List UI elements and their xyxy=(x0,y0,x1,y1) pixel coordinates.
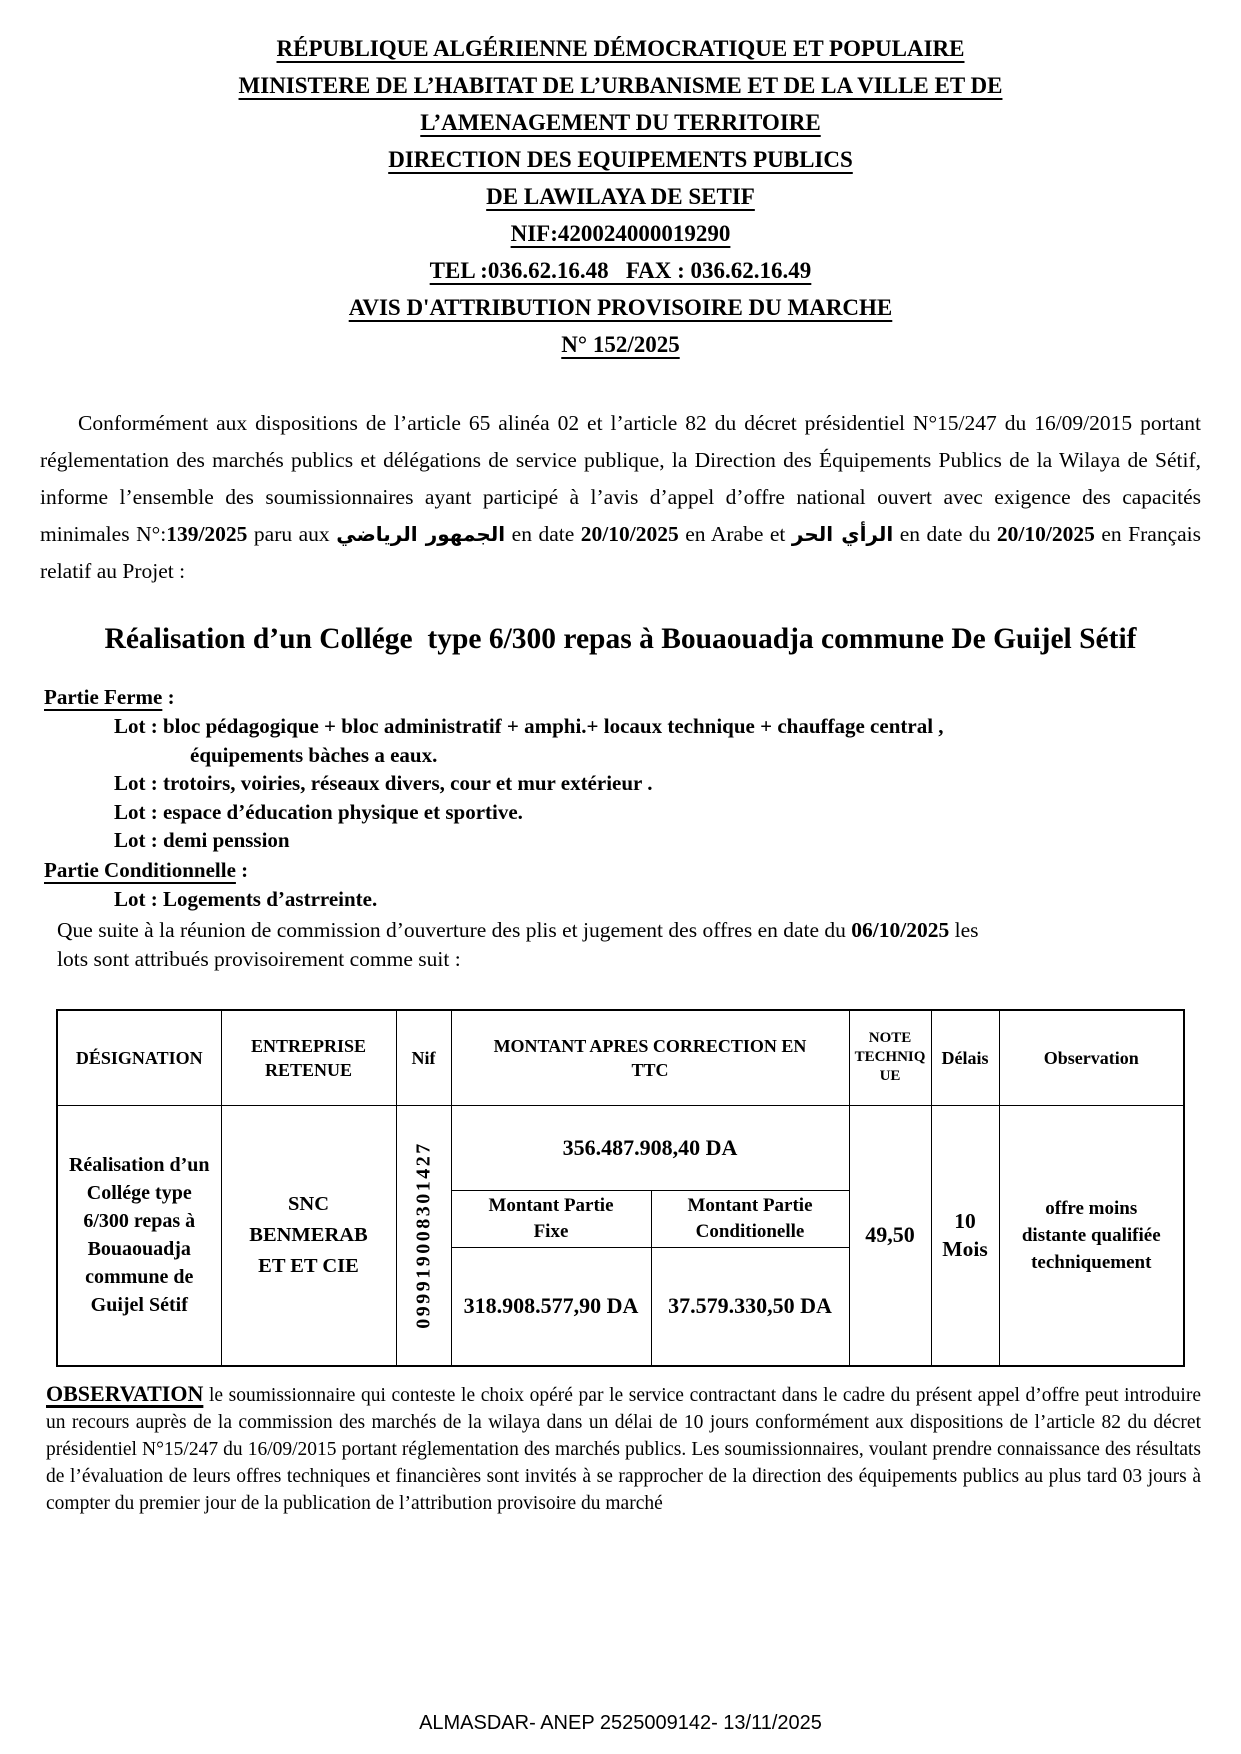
avis-number-line xyxy=(40,326,1201,363)
intro-segment-1: Conformément aux dispositions de l’article 65 alinéa 02 et l’article 82 du décret présidentiel N°15/247 du 16/09/2015 portant réglementation des marchés publics et délégations de service publique, la Direction des Équipements Publics de la Wilaya de Sétif, informe l’ensemble des soumissionnaires ayant participé à l’avis d’appel d’offre national ouvert avec exigence des capacités minimales N°: xyxy=(40,411,1201,546)
montant-fixe-label-text: Montant Partie Fixe xyxy=(488,1194,614,1242)
montant-fixe-value-cell: 318.908.577,90 DA xyxy=(451,1247,651,1366)
designation-header-cell: DÉSIGNATION xyxy=(57,1010,221,1105)
nif-value-cell xyxy=(396,1105,451,1366)
anep-footer: ALMASDAR- ANEP 2525009142- 13/11/2025 xyxy=(419,1712,822,1734)
tel-fax-text: TEL :036.62.16.48 FAX : 036.62.16.49 xyxy=(429,258,812,283)
note-technique-value-cell: 49,50 xyxy=(849,1105,931,1366)
ministry-line-2 xyxy=(40,104,1201,141)
entreprise-header-text: ENTREPRISE RETENUE xyxy=(250,1035,367,1080)
delais-value-cell: 10 Mois xyxy=(931,1105,999,1366)
avis-title-text: AVIS D'ATTRIBUTION PROVISOIRE DU MARCHE xyxy=(348,295,893,320)
arabic-newspaper-name: الجمهور الرياضي xyxy=(336,522,506,546)
attribution-sentence xyxy=(40,916,1000,973)
arabic-newspaper-name-2: الرأي الحر xyxy=(791,522,894,546)
montant-header-text: MONTANT APRES CORRECTION EN TTC xyxy=(493,1035,807,1080)
project-title: Réalisation d’un Collége type 6/300 repas à Bouaouadja commune De Guijel Sétif xyxy=(104,623,1137,655)
entreprise-header-cell xyxy=(221,1010,396,1105)
wilaya-text: DE LAWILAYA DE SETIF xyxy=(486,184,755,209)
montant-fixe-label-cell xyxy=(451,1190,651,1247)
observation-heading: OBSERVATION xyxy=(46,1381,204,1406)
republic-text: RÉPUBLIQUE ALGÉRIENNE DÉMOCRATIQUE ET POPULAIRE xyxy=(276,36,965,61)
nif-line xyxy=(40,215,1201,252)
conditional-lot-item-1: Lot : Logements d’astrreinte. xyxy=(114,886,378,911)
montant-conditionelle-label-cell xyxy=(651,1190,849,1247)
direction-line xyxy=(40,141,1201,178)
partie-ferme-colon: : xyxy=(162,685,175,709)
letterhead xyxy=(40,30,1201,363)
attribution-segment-1: Que suite à la réunion de commission d’ouverture des plis et jugement des offres en date du xyxy=(57,918,852,942)
montant-header-cell xyxy=(451,1010,849,1105)
lot-item-4: Lot : demi penssion xyxy=(114,828,290,852)
observation-paragraph xyxy=(40,1380,1201,1517)
opening-session-date: 06/10/2025 xyxy=(851,918,950,942)
entreprise-value-cell xyxy=(221,1105,396,1366)
avis-title-line xyxy=(40,289,1201,326)
lot-item-2: Lot : trotoirs, voiries, réseaux divers, cour et mur extérieur . xyxy=(114,771,653,795)
lot-item-3: Lot : espace d’éducation physique et sportive. xyxy=(114,799,523,824)
french-publication-date: 20/10/2025 xyxy=(996,522,1095,546)
partie-ferme-heading xyxy=(40,682,1201,712)
table-body-row-total xyxy=(57,1105,1184,1190)
intro-segment-5: en date du xyxy=(893,522,997,546)
nif-text: NIF:420024000019290 xyxy=(510,221,731,246)
nif-header-cell: Nif xyxy=(396,1010,451,1105)
montant-total-cell: 356.487.908,40 DA xyxy=(451,1105,849,1190)
republic-line xyxy=(40,30,1201,67)
nif-rotated-value: 099919008301427 xyxy=(412,1141,434,1329)
entreprise-value-text: SNC BENMERAB ET ET CIE xyxy=(249,1192,368,1277)
observation-body-text: le soumissionnaire qui conteste le choix opéré par le service contractant dans le cadre du présent appel d’offre peut introduire un recours auprès de la commission des marchés de la wilaya dans un délai de 10 jours conformément aux dispositions de l’article 82 du décret présidentiel N°15/247 du 16/09/2015 portant réglementation des marchés publics. Les soumissionnaires, voulant prendre connaissance des résultats de l’évaluation de leurs offres techniques et financières sont invités à se rapprocher de la direction des équipements publics au plus tard 03 jours à compter du premier jour de la publication de l’attribution provisoire du marché xyxy=(46,1385,1201,1514)
attribution-segment-2: les lots sont attribués provisoirement comme suit : xyxy=(57,918,979,971)
partie-conditionnelle-heading xyxy=(40,855,1201,885)
partie-ferme-label: Partie Ferme xyxy=(44,685,163,709)
observation-header-cell: Observation xyxy=(999,1010,1184,1105)
arabic-publication-date: 20/10/2025 xyxy=(580,522,679,546)
wilaya-line xyxy=(40,178,1201,215)
partie-conditionnelle-label: Partie Conditionnelle xyxy=(44,857,236,882)
lots-sections xyxy=(40,682,1201,913)
observation-value-cell xyxy=(999,1105,1184,1366)
ministry-text-2: L’AMENAGEMENT DU TERRITOIRE xyxy=(420,110,821,135)
note-technique-header-cell: NOTE TECHNIQUE xyxy=(849,1010,931,1105)
intro-segment-6: en Français relatif au Projet : xyxy=(40,522,1201,583)
award-table xyxy=(56,1009,1185,1367)
intro-segment-3: en date xyxy=(505,522,581,546)
montant-conditionelle-label-text: Montant Partie Conditionelle xyxy=(687,1194,813,1242)
observation-value-text: offre moins distante qualifiée techniquement xyxy=(1021,1197,1161,1273)
intro-paragraph xyxy=(40,405,1201,590)
montant-conditionelle-value-cell: 37.579.330,50 DA xyxy=(651,1247,849,1366)
intro-segment-2: paru aux xyxy=(247,522,337,546)
tel-fax-line xyxy=(40,252,1201,289)
ministry-text-1: MINISTERE DE L’HABITAT DE L’URBANISME ET DE LA VILLE ET DE xyxy=(238,73,1003,98)
partie-conditionnelle-colon: : xyxy=(235,857,249,882)
direction-text: DIRECTION DES EQUIPEMENTS PUBLICS xyxy=(388,147,853,172)
delais-header-cell: Délais xyxy=(931,1010,999,1105)
ministry-line-1 xyxy=(40,67,1201,104)
tender-number: 139/2025 xyxy=(166,522,248,546)
intro-segment-4: en Arabe et xyxy=(678,522,792,546)
lot-item-1-line-2: équipements bàches a eaux. xyxy=(190,742,438,767)
lot-item-1-line-1: Lot : bloc pédagogique + bloc administratif + amphi.+ locaux technique + chauffage central , xyxy=(114,714,944,738)
table-header-row xyxy=(57,1010,1184,1105)
designation-value-cell: Réalisation d’un Collége type 6/300 repas à Bouaouadja commune de Guijel Sétif xyxy=(57,1105,221,1366)
avis-number-text: N° 152/2025 xyxy=(561,332,680,357)
